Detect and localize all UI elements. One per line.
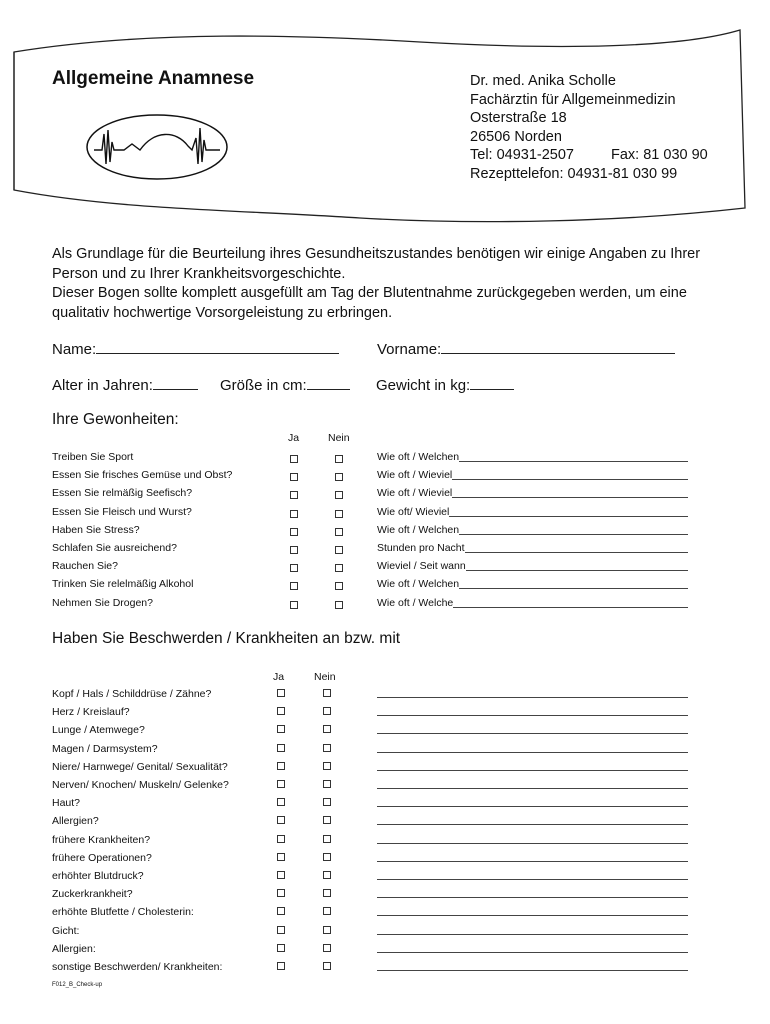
habit-label: Essen Sie frisches Gemüse und Obst? [52,469,233,482]
ecg-heartbeat-logo-icon [84,112,230,182]
complaint-ja-checkbox[interactable] [277,926,285,934]
habit-ja-checkbox[interactable] [290,564,298,572]
habits-nein-header: Nein [328,432,350,444]
complaint-row [0,888,770,906]
complaint-label: frühere Operationen? [52,851,152,864]
doctor-specialty: Fachärztin für Allgemeinmedizin [470,91,676,108]
complaint-detail-line[interactable] [377,879,688,880]
complaint-row [0,779,770,797]
habit-label: Essen Sie relmäßig Seefisch? [52,487,193,500]
complaint-nein-checkbox[interactable] [323,889,331,897]
complaint-detail-line[interactable] [377,788,688,789]
habit-nein-checkbox[interactable] [335,601,343,609]
complaint-detail-line[interactable] [377,770,688,771]
habit-nein-checkbox[interactable] [335,491,343,499]
habit-label: Haben Sie Stress? [52,523,140,536]
complaint-label: Zuckerkrankheit? [52,888,133,901]
doctor-tel: Tel: 04931-2507 [470,147,574,164]
complaint-ja-checkbox[interactable] [277,853,285,861]
doctor-city: 26506 Norden [470,128,562,145]
complaint-detail-line[interactable] [377,697,688,698]
vorname-label: Vorname: [377,341,442,358]
complaint-row [0,761,770,779]
habit-detail-label: Wie oft / Welche [377,596,454,609]
habit-nein-checkbox[interactable] [335,546,343,554]
name-field[interactable] [52,339,339,358]
habit-detail-label: Wie oft / Wieviel [377,487,453,500]
complaint-ja-checkbox[interactable] [277,835,285,843]
gewicht-field[interactable] [376,375,514,394]
complaint-row [0,870,770,888]
complaint-row [0,925,770,943]
complaint-row [0,943,770,961]
habit-ja-checkbox[interactable] [290,491,298,499]
habit-detail-line[interactable] [466,570,688,571]
complaint-ja-checkbox[interactable] [277,707,285,715]
complaint-nein-checkbox[interactable] [323,962,331,970]
complaint-nein-checkbox[interactable] [323,689,331,697]
habit-nein-checkbox[interactable] [335,528,343,536]
habit-row [0,451,770,469]
complaint-row [0,815,770,833]
vorname-input-line[interactable] [441,339,675,354]
complaint-row [0,706,770,724]
habit-detail-line[interactable] [459,461,688,462]
habit-ja-checkbox[interactable] [290,473,298,481]
habit-detail-line[interactable] [459,534,688,535]
complaint-label: Allergien: [52,942,96,955]
habit-ja-checkbox[interactable] [290,601,298,609]
complaint-ja-checkbox[interactable] [277,871,285,879]
habit-row [0,524,770,542]
complaint-ja-checkbox[interactable] [277,744,285,752]
habit-label: Nehmen Sie Drogen? [52,596,153,609]
complaint-ja-checkbox[interactable] [277,816,285,824]
habits-ja-header: Ja [288,432,300,444]
habit-detail-label: Wieviel / Seit wann [377,560,466,573]
habit-ja-checkbox[interactable] [290,546,298,554]
complaint-label: Lunge / Atemwege? [52,724,145,737]
complaint-ja-checkbox[interactable] [277,689,285,697]
habit-detail-label: Wie oft/ Wieviel [377,505,450,518]
name-label: Name: [52,341,97,358]
complaint-detail-line[interactable] [377,915,688,916]
habit-detail-line[interactable] [452,479,688,480]
complaint-ja-checkbox[interactable] [277,762,285,770]
habit-ja-checkbox[interactable] [290,582,298,590]
habit-nein-checkbox[interactable] [335,564,343,572]
habits-title: Ihre Gewonheiten: [52,411,179,428]
habit-detail-label: Wie oft / Welchen [377,578,460,591]
groesse-input-line[interactable] [307,375,350,390]
complaint-detail-line[interactable] [377,861,688,862]
complaint-nein-checkbox[interactable] [323,835,331,843]
habit-detail-label: Wie oft / Wieviel [377,469,453,482]
complaint-row [0,743,770,761]
complaint-detail-line[interactable] [377,715,688,716]
habit-label: Trinken Sie relelmäßig Alkohol [52,578,194,591]
habit-row [0,506,770,524]
habit-detail-line[interactable] [449,516,688,517]
complaint-row [0,906,770,924]
doctor-rezepttelefon: Rezepttelefon: 04931-81 030 99 [470,166,678,182]
name-input-line[interactable] [96,339,339,354]
complaint-label: Allergien? [52,815,99,828]
habit-row [0,469,770,487]
habit-row [0,597,770,615]
habit-row [0,578,770,596]
complaint-nein-checkbox[interactable] [323,762,331,770]
complaint-nein-checkbox[interactable] [323,707,331,715]
complaint-detail-line[interactable] [377,952,688,953]
habit-row [0,542,770,560]
complaint-nein-checkbox[interactable] [323,853,331,861]
complaint-detail-line[interactable] [377,733,688,734]
habit-row [0,487,770,505]
complaint-nein-checkbox[interactable] [323,798,331,806]
complaint-detail-line[interactable] [377,752,688,753]
complaint-detail-line[interactable] [377,806,688,807]
complaint-nein-checkbox[interactable] [323,744,331,752]
habit-label: Essen Sie Fleisch und Wurst? [52,505,192,518]
alter-input-line[interactable] [153,375,198,390]
doctor-street: Osterstraße 18 [470,110,567,127]
complaint-row [0,852,770,870]
complaint-row [0,834,770,852]
complaint-label: sonstige Beschwerden/ Krankheiten: [52,961,223,973]
complaint-nein-checkbox[interactable] [323,816,331,824]
complaint-row [0,797,770,815]
complaint-label: Nerven/ Knochen/ Muskeln/ Gelenke? [52,779,229,791]
complaint-nein-checkbox[interactable] [323,871,331,879]
complaint-ja-checkbox[interactable] [277,962,285,970]
habit-detail-line[interactable] [452,497,688,498]
complaint-nein-checkbox[interactable] [323,780,331,788]
complaint-ja-checkbox[interactable] [277,780,285,788]
habit-label: Treiben Sie Sport [52,451,134,463]
complaint-label: Kopf / Hals / Schilddrüse / Zähne? [52,688,212,700]
vorname-field[interactable] [377,339,675,358]
form-code-footer: F012_B_Check-up [52,982,103,988]
habit-nein-checkbox[interactable] [335,510,343,518]
habit-nein-checkbox[interactable] [335,473,343,481]
complaint-detail-line[interactable] [377,934,688,935]
habit-detail-label: Wie oft / Welchen [377,523,460,536]
complaint-ja-checkbox[interactable] [277,798,285,806]
habit-detail-line[interactable] [465,552,688,553]
complaints-title: Haben Sie Beschwerden / Krankheiten an bzw. mit [52,630,401,647]
complaint-ja-checkbox[interactable] [277,725,285,733]
complaints-ja-header: Ja [273,671,285,683]
complaint-row [0,724,770,742]
doctor-name: Dr. med. Anika Scholle [470,73,616,89]
form-title: Allgemeine Anamnese [52,68,255,89]
complaint-detail-line[interactable] [377,897,688,898]
habit-detail-label: Wie oft / Welchen [377,451,460,463]
habit-ja-checkbox[interactable] [290,455,298,463]
habit-nein-checkbox[interactable] [335,455,343,463]
intro-text [52,245,742,323]
habit-ja-checkbox[interactable] [290,528,298,536]
groesse-label: Größe in cm: [220,377,307,394]
complaint-label: frühere Krankheiten? [52,833,151,846]
alter-label: Alter in Jahren: [52,377,153,394]
groesse-field[interactable] [220,375,350,394]
alter-field[interactable] [52,375,198,394]
doctor-fax: Fax: 81 030 90 [611,147,708,164]
complaint-label: Herz / Kreislauf? [52,706,130,719]
habit-ja-checkbox[interactable] [290,510,298,518]
complaint-ja-checkbox[interactable] [277,944,285,952]
habit-nein-checkbox[interactable] [335,582,343,590]
complaint-label: Gicht: [52,924,80,937]
habit-detail-label: Stunden pro Nacht [377,542,465,554]
complaint-nein-checkbox[interactable] [323,907,331,915]
intro-paragraph-2: Dieser Bogen sollte komplett ausgefüllt am Tag der Blutentnahme zurückgegeben werden, um eine qualitativ hochwertige Vorsorgeleistung zu erbringen. [52,285,687,321]
complaint-ja-checkbox[interactable] [277,889,285,897]
complaint-label: Haut? [52,797,81,810]
intro-paragraph-1: Als Grundlage für die Beurteilung ihres Gesundheitszustandes benötigen wir einige Angaben zu Ihrer Person und zu Ihrer Krankheitsvorgeschichte. [52,246,701,282]
habit-detail-line[interactable] [453,607,688,608]
complaint-label: Niere/ Harnwege/ Genital/ Sexualität? [52,760,228,773]
gewicht-label: Gewicht in kg: [376,377,471,394]
complaints-nein-header: Nein [314,671,336,683]
complaint-detail-line[interactable] [377,824,688,825]
complaint-nein-checkbox[interactable] [323,944,331,952]
complaint-detail-line[interactable] [377,970,688,971]
complaint-nein-checkbox[interactable] [323,926,331,934]
complaint-detail-line[interactable] [377,843,688,844]
gewicht-input-line[interactable] [470,375,514,390]
habit-label: Rauchen Sie? [52,560,118,573]
complaint-nein-checkbox[interactable] [323,725,331,733]
complaint-row [0,688,770,706]
habit-label: Schlafen Sie ausreichend? [52,542,177,554]
complaint-label: Magen / Darmsystem? [52,742,158,755]
complaint-label: erhöhter Blutdruck? [52,870,144,882]
habit-detail-line[interactable] [459,588,688,589]
complaint-ja-checkbox[interactable] [277,907,285,915]
complaint-row [0,961,770,979]
habit-row [0,560,770,578]
complaint-label: erhöhte Blutfette / Cholesterin: [52,906,194,919]
